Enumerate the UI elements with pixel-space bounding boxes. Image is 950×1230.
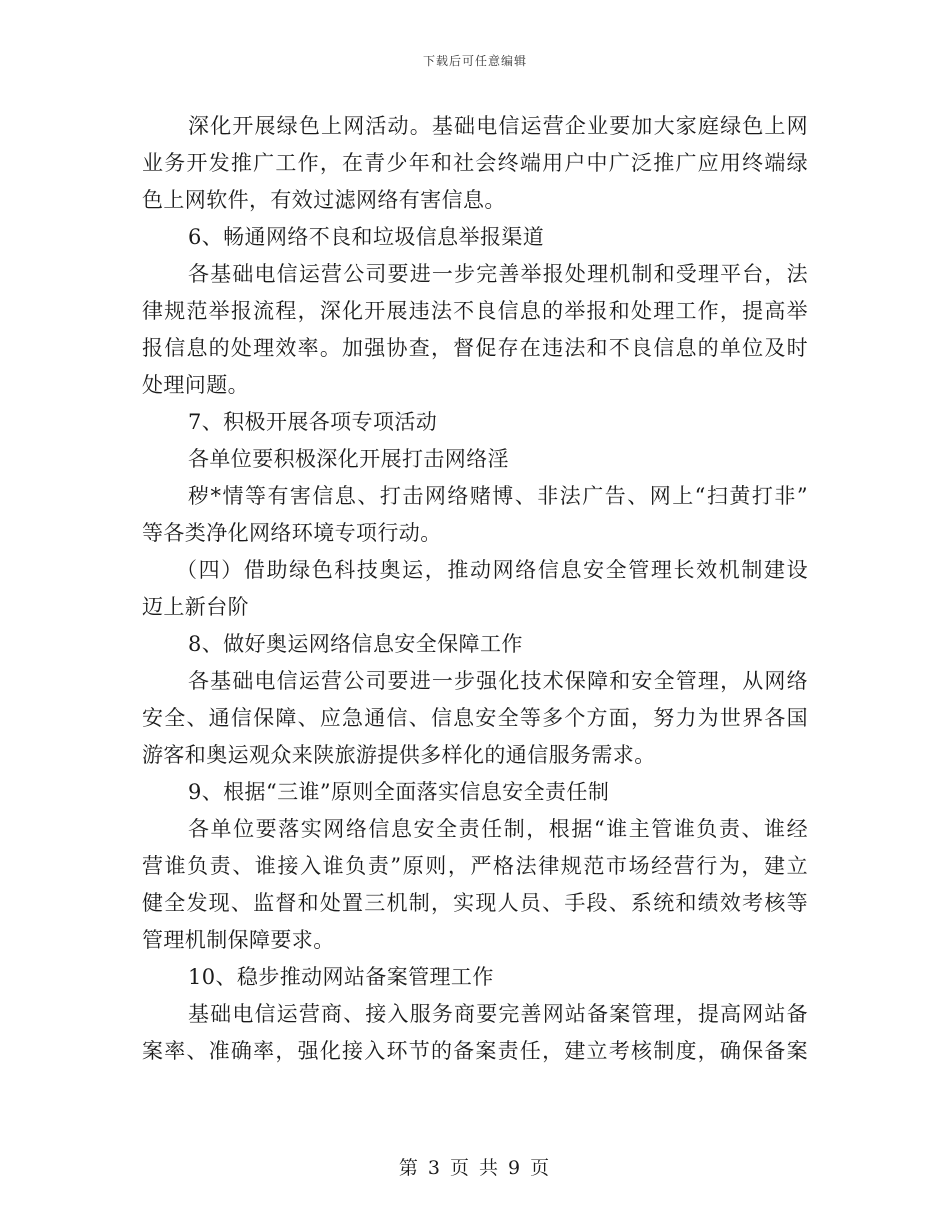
paragraph-line: 安全、通信保障、应急通信、信息安全等多个方面，努力为世界各国	[142, 706, 808, 730]
paragraph-line: 各基础电信运营公司要进一步完善举报处理机制和受理平台，法	[188, 262, 808, 286]
paragraph-line: 营谁负责、谁接入谁负责”原则，严格法律规范市场经营行为，建立	[142, 854, 808, 878]
section-heading: 10、稳步推动网站备案管理工作	[188, 965, 494, 989]
section-heading: 8、做好奥运网络信息安全保障工作	[188, 632, 523, 656]
paragraph-line: 深化开展绿色上网活动。基础电信运营企业要加大家庭绿色上网	[188, 114, 808, 138]
page-number-footer: 第 3 页 共 9 页	[398, 1157, 552, 1179]
paragraph-line: 各单位要积极深化开展打击网络淫	[188, 447, 509, 471]
paragraph-line: 基础电信运营商、接入服务商要完善网站备案管理，提高网站备	[188, 1002, 808, 1026]
section-heading: （四）借助绿色科技奥运，推动网络信息安全管理长效机制建设	[176, 558, 808, 582]
paragraph-line: 律规范举报流程，深化开展违法不良信息的举报和处理工作，提高举	[142, 299, 808, 323]
paragraph-line: 色上网软件，有效过滤网络有害信息。	[142, 188, 506, 212]
paragraph-line: 管理机制保障要求。	[142, 928, 335, 952]
section-heading: 迈上新台阶	[142, 595, 249, 619]
section-heading: 6、畅通网络不良和垃圾信息举报渠道	[188, 225, 545, 249]
paragraph-line: 各基础电信运营公司要进一步强化技术保障和安全管理，从网络	[188, 669, 808, 693]
paragraph-line: 秽*情等有害信息、打击网络赌博、非法广告、网上“扫黄打非”	[188, 484, 808, 508]
paragraph-line: 案率、准确率，强化接入环节的备案责任，建立考核制度，确保备案	[142, 1039, 808, 1063]
page-header: 下载后可任意编辑	[422, 54, 527, 68]
paragraph-line: 处理问题。	[142, 373, 249, 397]
paragraph-line: 业务开发推广工作，在青少年和社会终端用户中广泛推广应用终端绿	[142, 151, 808, 175]
section-heading: 9、根据“三谁”原则全面落实信息安全责任制	[188, 780, 610, 804]
paragraph-line: 等各类净化网络环境专项行动。	[142, 521, 442, 545]
paragraph-line: 健全发现、监督和处置三机制，实现人员、手段、系统和绩效考核等	[142, 891, 808, 915]
paragraph-line: 报信息的处理效率。加强协查，督促存在违法和不良信息的单位及时	[142, 336, 808, 360]
paragraph-line: 游客和奥运观众来陕旅游提供多样化的通信服务需求。	[142, 743, 656, 767]
paragraph-line: 各单位要落实网络信息安全责任制，根据“谁主管谁负责、谁经	[188, 817, 808, 841]
document-body	[142, 108, 808, 1070]
section-heading: 7、积极开展各项专项活动	[188, 410, 438, 434]
